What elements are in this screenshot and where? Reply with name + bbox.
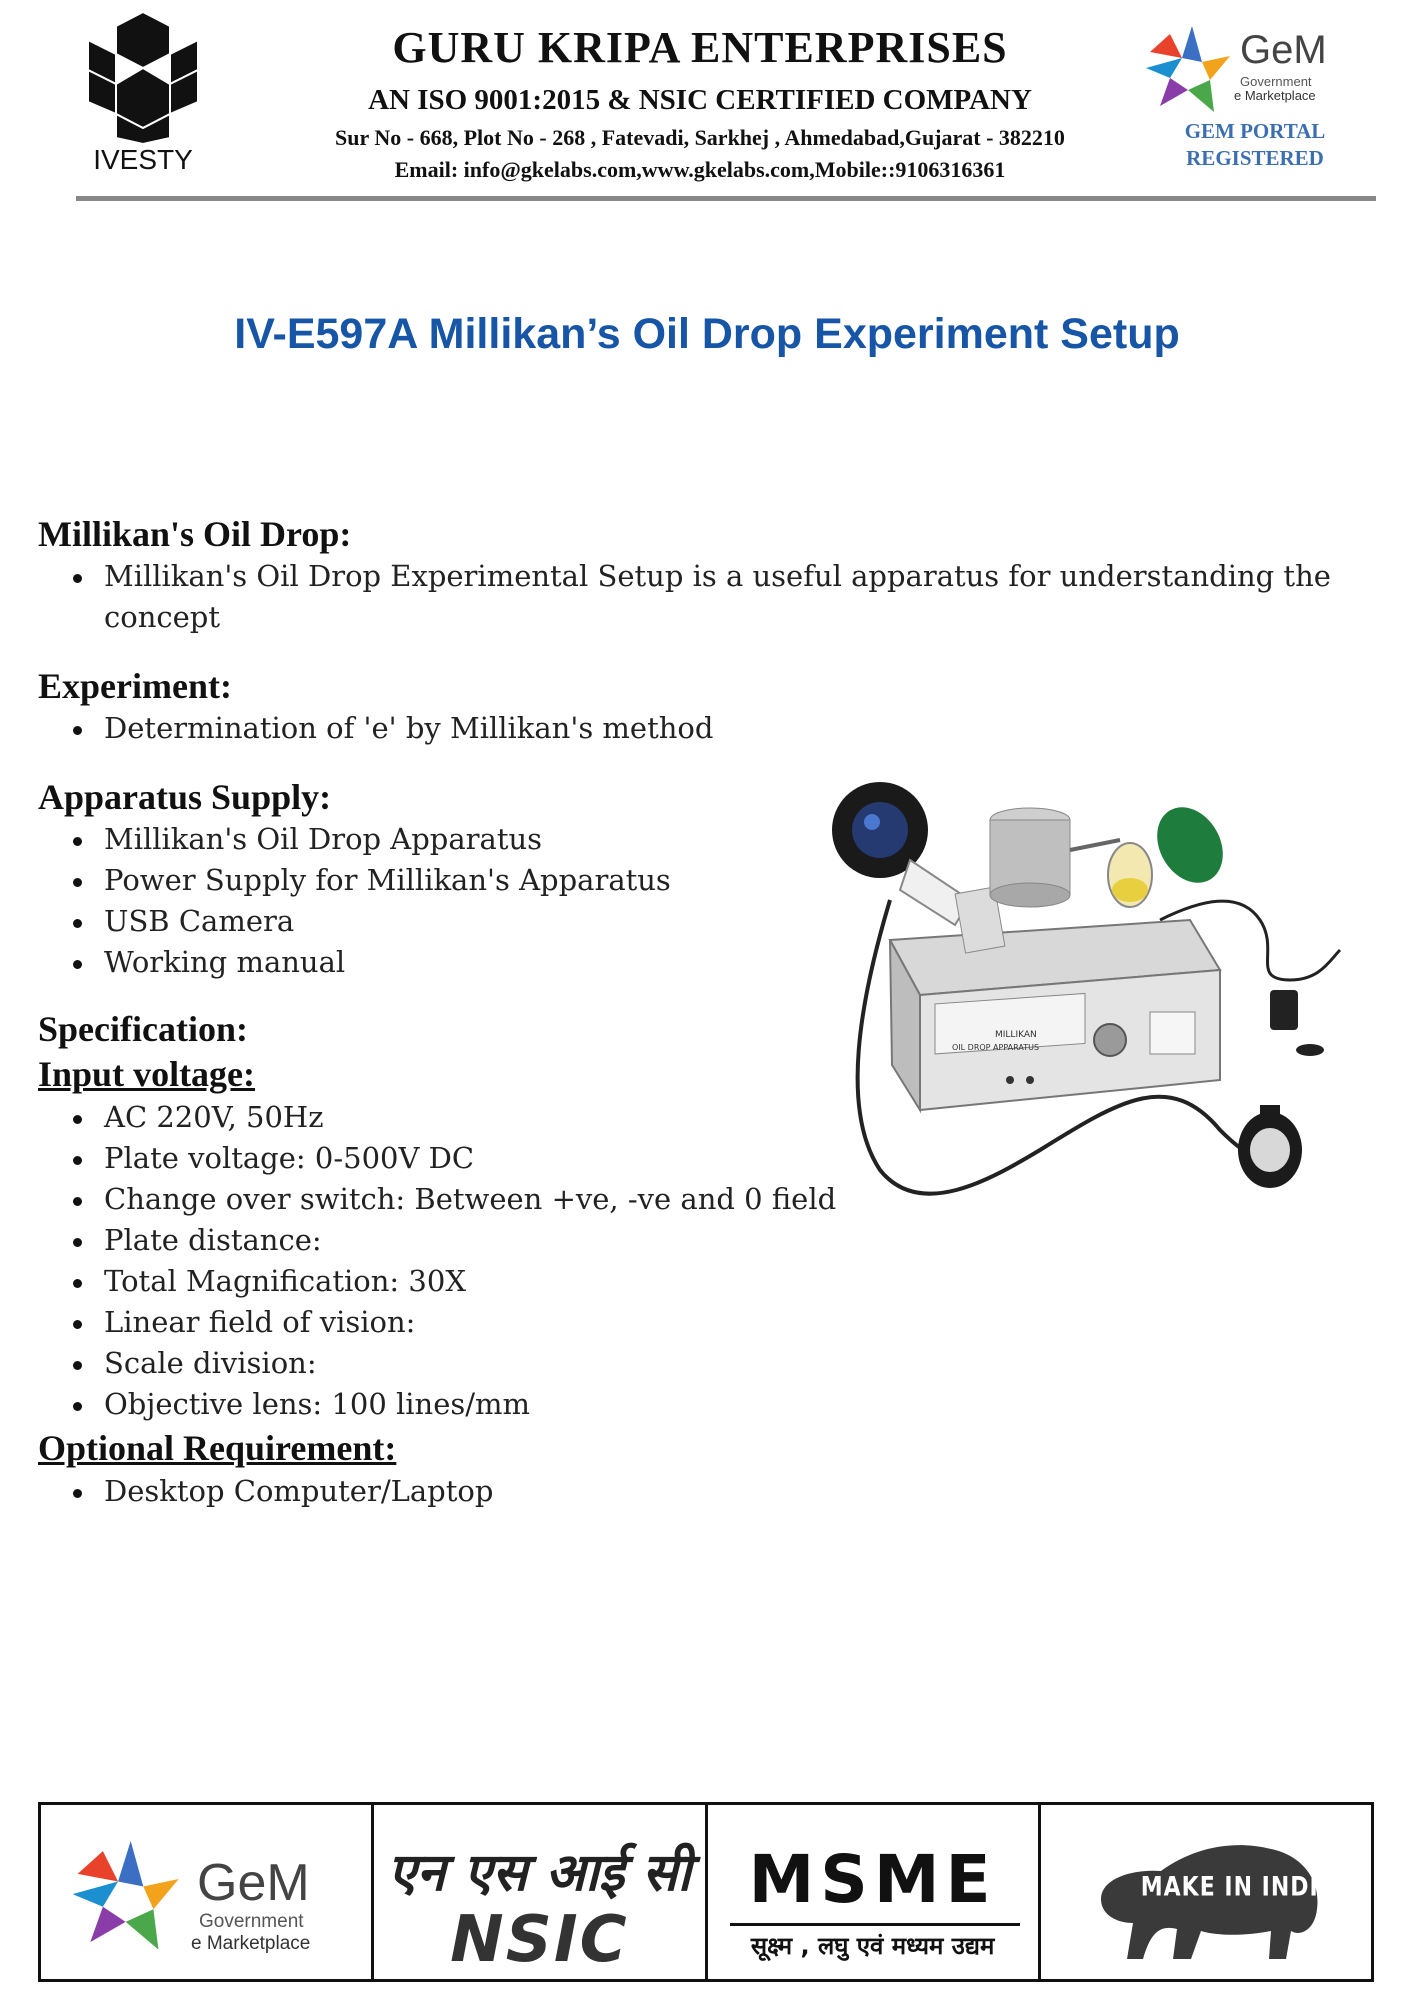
list-item: Millikan's Oil Drop Apparatus [104,819,1358,860]
list-item: Objective lens: 100 lines/mm [104,1384,1358,1425]
section-heading-oil-drop: Millikan's Oil Drop: [38,514,352,554]
list-item: Total Magnification: 30X [104,1261,1358,1302]
gem-wordmark: GeM [1240,28,1327,72]
letterhead [0,0,1414,210]
gem-portal-line-2: REGISTERED [1186,146,1324,170]
subheading-input-voltage: Input voltage: [38,1054,256,1094]
logo-wordmark: IVESTY [93,144,193,175]
list-item: Change over switch: Between +ve, -ve and 0 field [104,1179,1358,1220]
section-heading-experiment: Experiment: [38,666,232,706]
list-item: USB Camera [104,901,1358,942]
msme-hindi-tagline: सूक्ष्म , लघु एवं मध्यम उद्यम [750,1932,995,1960]
footer-make-in-india-logo [1041,1805,1371,1979]
list-item: Desktop Computer/Laptop [104,1471,1358,1512]
company-tagline: AN ISO 9001:2015 & NSIC CERTIFIED COMPANY [368,84,1032,116]
footer-nsic-logo [374,1805,707,1979]
panel-label-1: MILLIKAN [995,1030,1037,1040]
experiment-list [38,708,1358,749]
list-item: Linear field of vision: [104,1302,1358,1343]
make-in-india-wordmark: MAKE IN INDIA [1140,1872,1337,1903]
gem-portal-line-1: GEM PORTAL [1184,119,1326,143]
list-item: Millikan's Oil Drop Experimental Setup is a useful apparatus for understanding the concept [104,556,1364,638]
page-title: IV-E597A Millikan’s Oil Drop Experiment Setup [234,310,1180,358]
list-item: Plate distance: [104,1220,1358,1261]
gem-wordmark: GeM [197,1854,310,1912]
list-item: Working manual [104,942,1358,983]
list-item: Scale division: [104,1343,1358,1384]
gem-star-icon [65,1831,185,1961]
footer-gem-logo [41,1805,374,1979]
gem-subtitle-1: Government [199,1911,304,1932]
company-contact: Email: info@gkelabs.com,www.gkelabs.com,Mobile::9106316361 [394,157,1006,182]
footer-msme-logo [708,1805,1041,1979]
nsic-wordmark: NSIC [450,1903,629,1977]
ivesty-logo [78,10,208,180]
company-info [250,20,1150,186]
certification-footer [38,1802,1374,1982]
product-photo-millikan-apparatus [820,750,1360,1220]
list-item: Determination of 'e' by Millikan's method [104,708,1358,749]
gem-subtitle-2: e Marketplace [191,1933,311,1954]
msme-wordmark: MSME [748,1841,997,1918]
cube-cluster-icon [78,10,208,145]
optional-list [38,1471,1358,1512]
company-name: GURU KRIPA ENTERPRISES [392,23,1008,72]
header-divider [76,196,1376,201]
gem-subtitle-1: Government [1240,74,1312,89]
list-item: Plate voltage: 0-500V DC [104,1138,1358,1179]
gem-subtitle-2: e Marketplace [1234,88,1316,103]
panel-label-2: OIL DROP APPARATUS [952,1043,1040,1052]
list-item: AC 220V, 50Hz [104,1097,1358,1138]
msme-divider [730,1923,1020,1926]
list-item: Power Supply for Millikan's Apparatus [104,860,1358,901]
section-heading-apparatus: Apparatus Supply: [38,777,332,817]
company-address: Sur No - 668, Plot No - 268 , Fatevadi, Sarkhej , Ahmedabad,Gujarat - 382210 [335,125,1065,150]
subheading-optional-requirement: Optional Requirement: [38,1428,397,1468]
section-heading-specification: Specification: [38,1009,248,1049]
oil-drop-list [38,556,1358,638]
nsic-hindi-wordmark: एन एस आई सी [387,1843,691,1903]
gem-star-icon [1140,22,1235,117]
gem-portal-badge [1150,118,1360,172]
